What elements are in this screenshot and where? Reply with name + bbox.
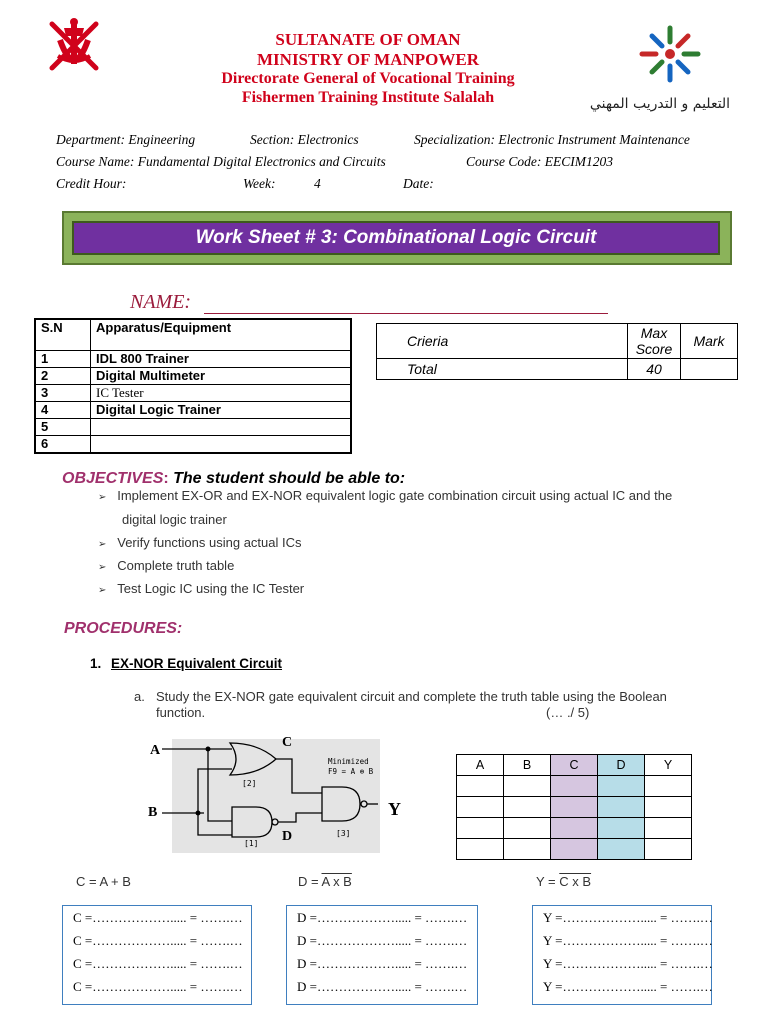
tt-cell[interactable] (598, 797, 645, 818)
objectives-heading-line (62, 470, 405, 488)
answer-line: Y =………………..... = …….… (543, 979, 713, 994)
step-number: 1. (90, 656, 102, 671)
criteria-header: Crieria (377, 324, 628, 359)
arabic-tagline: التعليم و التدريب المهني (589, 96, 731, 112)
arrow-bullet-icon: ➢ (98, 539, 107, 550)
tt-cell[interactable] (598, 839, 645, 860)
mark-header: Mark (681, 324, 738, 359)
criteria-header-row (377, 324, 738, 359)
answer-box-c[interactable] (62, 905, 252, 1005)
objectives-heading: OBJECTIVES (62, 470, 164, 487)
equipment-item: Digital Multimeter (91, 368, 352, 385)
tt-cell[interactable] (645, 818, 692, 839)
max-score-line1: Max (640, 325, 668, 341)
tt-header-d: D (598, 755, 645, 776)
equation-c: C = A + B (76, 874, 131, 889)
score-blank: (… ./ 5) (546, 705, 590, 720)
credit-hour-field: Credit Hour: (56, 176, 127, 191)
oman-emblem-logo (38, 10, 110, 82)
header-institute: Fishermen Training Institute Salalah (241, 89, 495, 106)
equipment-item[interactable] (91, 436, 352, 454)
tt-header-c: C (551, 755, 598, 776)
arrow-bullet-icon: ➢ (98, 562, 107, 573)
equipment-header-item: Apparatus/Equipment (91, 319, 352, 351)
objectives-lead: The student should be able to: (168, 470, 406, 487)
equipment-item: Digital Logic Trainer (91, 402, 352, 419)
table-row (35, 402, 351, 419)
equipment-header-row (35, 319, 351, 351)
step-title: EX-NOR Equivalent Circuit (111, 656, 283, 671)
truth-table (456, 754, 692, 860)
sub-step-text-2: function. (156, 705, 206, 720)
table-row (457, 839, 692, 860)
tt-cell[interactable] (645, 797, 692, 818)
list-item (98, 535, 302, 550)
list-item (98, 558, 234, 573)
tt-header-a: A (457, 755, 504, 776)
table-row (35, 385, 351, 402)
equation-y-prefix: Y = (536, 874, 560, 889)
vocational-training-logo (630, 22, 710, 86)
tt-cell[interactable] (551, 839, 598, 860)
answer-line: C =………………..... = …….… (73, 910, 243, 925)
equipment-sn: 2 (35, 368, 91, 385)
header-directorate: Directorate General of Vocational Training (221, 70, 515, 87)
table-row (457, 776, 692, 797)
objectives-colon: : (163, 470, 169, 487)
tt-cell[interactable] (504, 839, 551, 860)
gate-label-3: [3] (336, 829, 351, 838)
equipment-item[interactable] (91, 419, 352, 436)
equation-y (536, 874, 591, 889)
circuit-label-b: B (148, 805, 158, 820)
sub-step-text: Study the EX-NOR gate equivalent circuit and complete the truth table using the Boolean (156, 689, 667, 704)
answer-line: C =………………..... = …….… (73, 979, 243, 994)
tt-cell[interactable] (645, 776, 692, 797)
objective-text: Complete truth table (117, 558, 235, 573)
circuit-label-y: Y (388, 799, 401, 819)
tt-cell[interactable] (504, 818, 551, 839)
max-score-header (628, 324, 681, 359)
date-label: Date: (403, 176, 434, 191)
name-input-line[interactable] (204, 313, 608, 314)
equation-d-nand: A x B (321, 874, 352, 889)
arrow-bullet-icon: ➢ (98, 585, 107, 596)
table-row (35, 351, 351, 368)
objective-text: Implement EX-OR and EX-NOR equivalent logic gate combination circuit using actual IC and the (117, 488, 673, 503)
department-field: Department: Engineering (56, 132, 196, 147)
answer-line: D =………………..... = …….… (297, 979, 468, 994)
equation-d (298, 874, 352, 889)
tt-header-b: B (504, 755, 551, 776)
sub-step-label: a. (134, 689, 145, 704)
equipment-table (34, 318, 352, 454)
tt-header-y: Y (645, 755, 692, 776)
course-code-field: Course Code: EECIM1203 (466, 154, 613, 169)
equipment-sn: 3 (35, 385, 91, 402)
minimized-note-1: Minimized (328, 757, 369, 766)
name-label: NAME: (130, 291, 192, 313)
tt-cell[interactable] (645, 839, 692, 860)
truth-table-header (457, 755, 692, 776)
objective-text: Test Logic IC using the IC Tester (117, 581, 305, 596)
answer-line: D =………………..... = …….… (297, 956, 468, 971)
answer-line: Y =………………..... = …….… (543, 956, 713, 971)
answer-box-d[interactable] (286, 905, 478, 1005)
minimized-note-2: F9 = A ⊕ B (328, 767, 374, 776)
gate-label-2: [2] (242, 779, 257, 788)
worksheet-title: Work Sheet # 3: Combinational Logic Circuit (195, 227, 597, 248)
equipment-header-sn: S.N (35, 319, 91, 351)
total-mark-cell[interactable] (681, 359, 738, 380)
tt-cell[interactable] (551, 776, 598, 797)
answer-line: D =………………..... = …….… (297, 910, 468, 925)
section-field: Section: Electronics (250, 132, 359, 147)
equipment-sn: 5 (35, 419, 91, 436)
equipment-item: IDL 800 Trainer (91, 351, 352, 368)
equipment-sn: 1 (35, 351, 91, 368)
course-name-field: Course Name: Fundamental Digital Electronics and Circuits (56, 154, 386, 169)
table-row (35, 419, 351, 436)
equation-d-prefix: D = (298, 874, 322, 889)
answer-line: C =………………..... = …….… (73, 956, 243, 971)
tt-cell[interactable] (457, 818, 504, 839)
equipment-sn: 6 (35, 436, 91, 454)
tt-cell[interactable] (457, 797, 504, 818)
total-label: Total (377, 359, 628, 380)
header-country: SULTANATE OF OMAN (275, 30, 461, 49)
circuit-label-c: C (282, 735, 293, 750)
specialization-field: Specialization: Electronic Instrument Maintenance (414, 132, 690, 147)
tt-cell[interactable] (457, 839, 504, 860)
max-score-line2: Score (635, 341, 673, 357)
equation-y-nand: C x B (559, 874, 592, 889)
tt-cell[interactable] (504, 776, 551, 797)
circuit-label-d: D (282, 829, 293, 844)
table-row (35, 436, 351, 454)
answer-line: C =………………..... = …….… (73, 933, 243, 948)
table-row (35, 368, 351, 385)
answer-line: Y =………………..... = …….… (543, 910, 713, 925)
table-row (457, 797, 692, 818)
tt-cell[interactable] (457, 776, 504, 797)
procedures-heading: PROCEDURES: (64, 620, 183, 637)
list-item (98, 488, 672, 503)
answer-line: D =………………..... = …….… (297, 933, 468, 948)
circuit-label-a: A (150, 743, 161, 758)
header-ministry: MINISTRY OF MANPOWER (257, 50, 479, 69)
week-value: 4 (314, 176, 321, 191)
total-max-score: 40 (628, 359, 681, 380)
equipment-sn: 4 (35, 402, 91, 419)
tt-cell[interactable] (504, 797, 551, 818)
tt-cell[interactable] (551, 797, 598, 818)
answer-line: Y =………………..... = …….… (543, 933, 713, 948)
objective-text: Verify functions using actual ICs (117, 535, 302, 550)
tt-cell[interactable] (598, 776, 645, 797)
arrow-bullet-icon: ➢ (98, 492, 107, 503)
tt-cell[interactable] (598, 818, 645, 839)
ex-nor-circuit-diagram (146, 733, 401, 857)
criteria-table (376, 323, 738, 380)
list-item (98, 581, 304, 596)
gate-label-1: [1] (244, 839, 259, 848)
week-label: Week: (243, 176, 276, 191)
equipment-item: IC Tester (91, 385, 352, 402)
title-banner (62, 211, 732, 265)
tt-cell[interactable] (551, 818, 598, 839)
table-row (457, 818, 692, 839)
objective-text-continued: digital logic trainer (122, 512, 227, 527)
table-row (377, 359, 738, 380)
answer-box-y[interactable] (532, 905, 712, 1005)
